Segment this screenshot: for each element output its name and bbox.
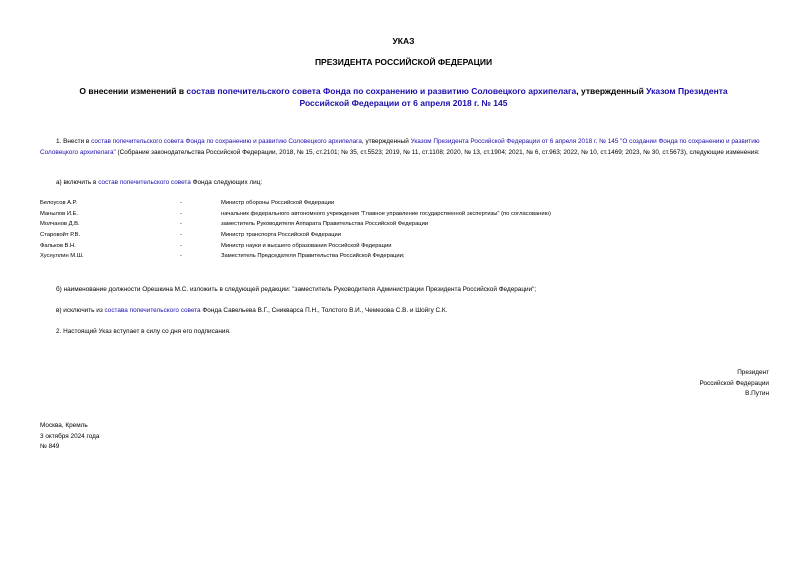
member-position: Министр транспорта Российской Федерации bbox=[221, 232, 342, 239]
member-dash: - bbox=[180, 253, 182, 260]
paragraph-1-pre: 1. Внести в bbox=[56, 138, 92, 145]
heading-text-pre: О внесении изменений в bbox=[79, 86, 187, 96]
paragraph-a-post: Фонда следующих лиц: bbox=[190, 179, 263, 186]
member-name: Молчанов Д.В. bbox=[40, 221, 80, 228]
table-row bbox=[40, 243, 768, 254]
member-name: Хуснуллин М.Ш. bbox=[40, 253, 84, 260]
paragraph-a-link-council[interactable]: состав попечительского совета bbox=[98, 179, 191, 186]
table-row bbox=[40, 200, 768, 211]
paragraph-1-link-council[interactable]: состав попечительского совета Фонда по сохранению и развитию Соловецкого архипелага bbox=[91, 138, 362, 145]
member-position: начальник федерального автономного учреждения "Главное управление государственной экспертизы" (по согласованию) bbox=[221, 210, 551, 217]
date: 3 октября 2024 года bbox=[40, 432, 100, 440]
heading-link-decree-b[interactable]: Российской Федерации от 6 апреля 2018 г. № 145 bbox=[299, 98, 508, 108]
member-position: Министр науки и высшего образования Российской Федерации bbox=[221, 242, 392, 249]
place-date-block bbox=[40, 421, 99, 453]
paragraph-a-pre: а) включить в bbox=[56, 179, 99, 186]
paragraph-2: 2. Настоящий Указ вступает в силу со дня его подписания. bbox=[56, 328, 231, 335]
member-name: Белоусов А.Р. bbox=[40, 200, 78, 206]
member-position: Заместитель Председателя Правительства Российской Федерации; bbox=[221, 253, 405, 260]
decree-number: № 849 bbox=[40, 443, 60, 450]
member-dash: - bbox=[180, 200, 182, 206]
member-name: Старовойт Р.В. bbox=[40, 232, 81, 239]
document-subtitle: ПРЕЗИДЕНТА РОССИЙСКОЙ ФЕДЕРАЦИИ bbox=[314, 57, 493, 67]
document-heading bbox=[40, 85, 767, 109]
member-position: заместитель Руководителя Аппарата Правительства Российской Федерации bbox=[221, 221, 429, 228]
paragraph-c-link-council[interactable]: состава попечительского совета bbox=[104, 307, 201, 314]
member-name: Фальков В.Н. bbox=[40, 242, 76, 249]
member-dash: - bbox=[180, 221, 182, 228]
heading-text-mid: , утвержденный bbox=[576, 86, 647, 96]
document-title: УКАЗ bbox=[392, 36, 415, 46]
members-table bbox=[40, 200, 768, 264]
table-row bbox=[40, 221, 768, 232]
member-position: Министр обороны Российской Федерации bbox=[221, 200, 335, 206]
signature-block bbox=[700, 368, 770, 400]
place: Москва, Кремль bbox=[40, 422, 88, 429]
paragraph-1-link-decree[interactable]: Указом Президента Российской Федерации от 6 апреля 2018 г. № 145 "О создании Фонда по сохранению и развитию Соловецкого архипелага" bbox=[40, 138, 760, 156]
paragraph-1-mid: , утвержденный bbox=[361, 138, 411, 145]
paragraph-c bbox=[56, 306, 784, 317]
paragraph-b: б) наименование должности Орешкина М.С. изложить в следующей редакции: "заместитель Руководителя Администрации Президента Российской Федерации"; bbox=[56, 286, 537, 293]
member-name: Манылов И.Е. bbox=[40, 210, 79, 217]
paragraph-c-post: Фонда Савельева В.Г., Сникварса П.Н., Толстого В.И., Чемезова С.В. и Шойгу С.К. bbox=[200, 307, 448, 314]
paragraph-c-pre: в) исключить из bbox=[56, 307, 105, 314]
signature-name: В.Путин bbox=[745, 390, 769, 397]
signature-country: Российской Федерации bbox=[699, 379, 769, 387]
member-dash: - bbox=[180, 242, 182, 249]
table-row bbox=[40, 211, 768, 222]
paragraph-a bbox=[56, 178, 784, 189]
member-dash: - bbox=[180, 210, 182, 217]
signature-title: Президент bbox=[737, 369, 769, 376]
paragraph-1 bbox=[40, 137, 768, 158]
paragraph-1-post: (Собрание законодательства Российской Федерации, 2018, № 15, ст.2101; № 35, ст.5523; 2019, № 11, ст.1108; 2020, № 13, ст.1904; 2021, № 6, ст.963; 2022, № 10, ст.1469; 2023, № 30, ст.5673), следующие изменения: bbox=[115, 148, 760, 156]
table-row bbox=[40, 253, 768, 264]
heading-link-council-composition[interactable]: состав попечительского совета Фонда по сохранению и развитию Соловецкого архипелага bbox=[186, 86, 577, 96]
heading-link-decree-a[interactable]: Указом Президента bbox=[646, 86, 728, 96]
member-dash: - bbox=[180, 232, 182, 239]
table-row bbox=[40, 232, 768, 243]
